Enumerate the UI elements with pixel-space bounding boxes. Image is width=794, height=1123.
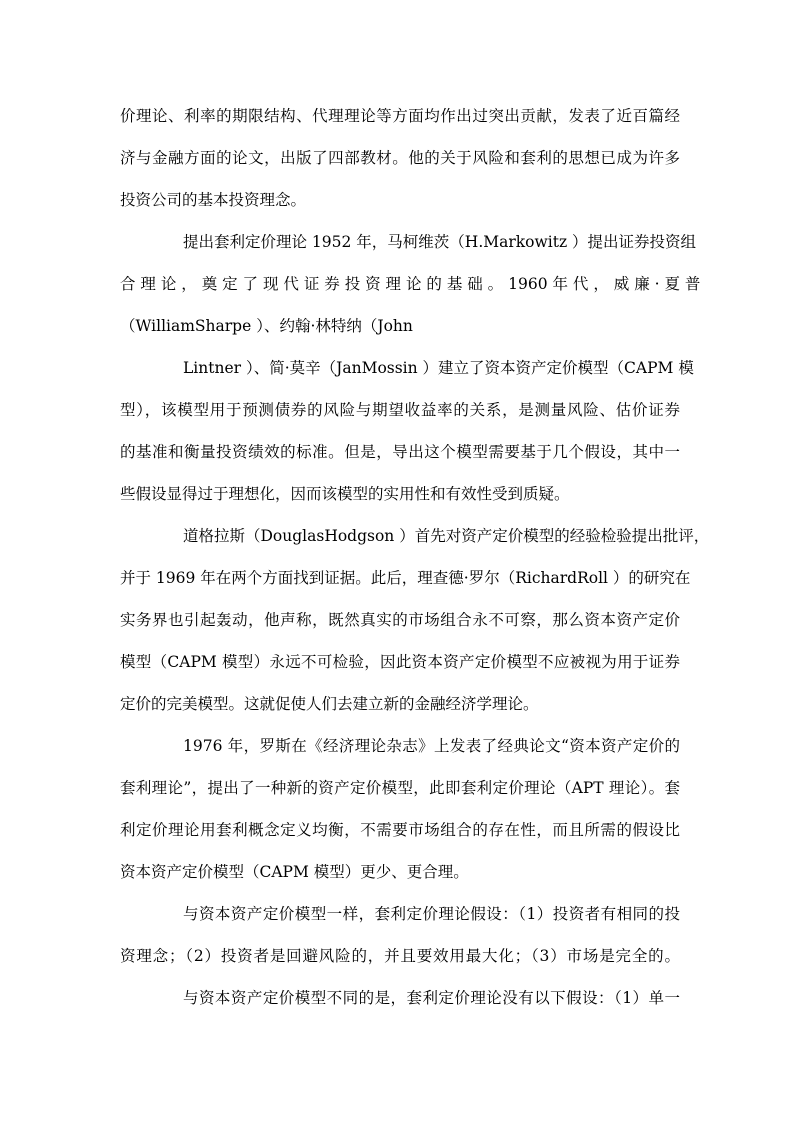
- text-line: 模型（CAPM 模型）永远不可检验，因此资本资产定价模型不应被视为用于证券: [120, 653, 680, 671]
- text-line: 的基准和衡量投资绩效的标准。但是，导出这个模型需要基于几个假设，其中一: [120, 443, 680, 461]
- paragraph-start-line: 提出套利定价理论 1952 年，马柯维茨（H.Markowitz ）提出证券投资组: [183, 233, 697, 251]
- paragraph-start-line: 与资本资产定价模型一样，套利定价理论假设：（1）投资者有相同的投: [183, 905, 680, 923]
- text-line: 投资公司的基本投资理念。: [120, 191, 307, 209]
- text-line: 实务界也引起轰动，他声称，既然真实的市场组合永不可察，那么资本资产定价: [120, 611, 680, 629]
- text-line: 资本资产定价模型（CAPM 模型）更少、更合理。: [120, 863, 469, 881]
- paragraph-start-line: 与资本资产定价模型不同的是，套利定价理论没有以下假设：（1）单一: [183, 989, 680, 1007]
- text-line: 型），该模型用于预测债券的风险与期望收益率的关系，是测量风险、估价证券: [120, 401, 680, 419]
- paragraph-start-line: Lintner ）、简·莫辛（JanMossin ）建立了资本资产定价模型（CAPM 模: [183, 359, 694, 377]
- text-line: 些假设显得过于理想化，因而该模型的实用性和有效性受到质疑。: [120, 485, 570, 503]
- text-line: 并于 1969 年在两个方面找到证据。此后，理查德·罗尔（RichardRoll ）的研究在: [120, 569, 691, 587]
- paragraph-start-line: 1976 年，罗斯在《经济理论杂志》上发表了经典论文“资本资产定价的: [183, 737, 680, 755]
- paragraph-start-line: 道格拉斯（DouglasHodgson ）首先对资产定价模型的经验检验提出批评，: [183, 527, 710, 545]
- text-line: 资理念；（2）投资者是回避风险的，并且要效用最大化；（3）市场是完全的。: [120, 947, 680, 965]
- text-line: 套利理论”，提出了一种新的资产定价模型，此即套利定价理论（APT 理论）。套: [120, 779, 680, 797]
- text-line: 价理论、利率的期限结构、代理理论等方面均作出过突出贡献，发表了近百篇经: [120, 107, 680, 125]
- text-line: 定价的完美模型。这就促使人们去建立新的金融经济学理论。: [120, 695, 539, 713]
- text-line: （WilliamSharpe ）、约翰·林特纳（John: [120, 317, 413, 335]
- text-line: 合 理 论 ， 奠 定 了 现 代 证 券 投 资 理 论 的 基 础 。 1960 年 代 ， 威 廉 · 夏 普: [120, 275, 701, 293]
- text-line: 济与金融方面的论文，出版了四部教材。他的关于风险和套利的思想已成为许多: [120, 149, 680, 167]
- text-line: 利定价理论用套利概念定义均衡，不需要市场组合的存在性，而且所需的假设比: [120, 821, 680, 839]
